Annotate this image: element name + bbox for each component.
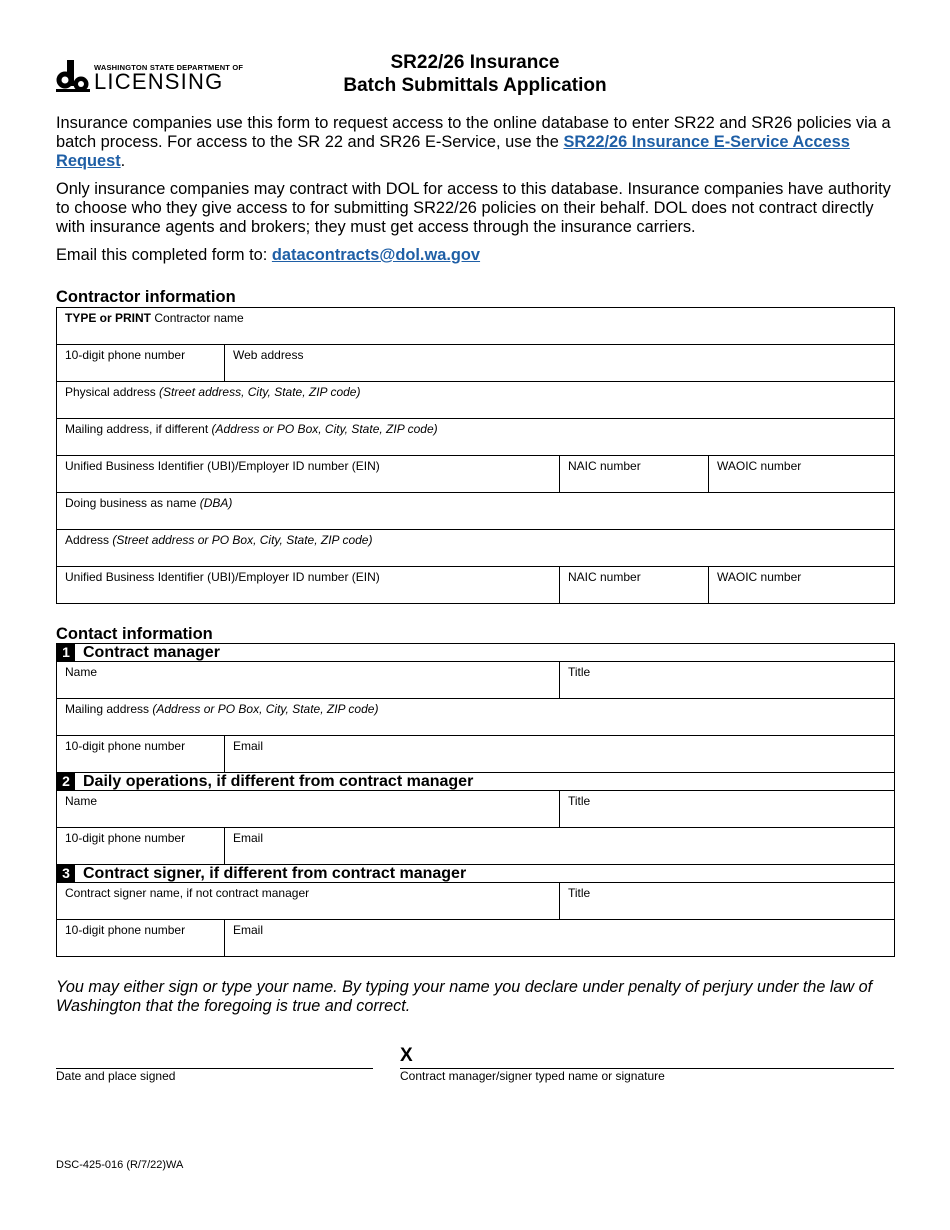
date-place-label: Date and place signed <box>56 1069 176 1083</box>
intro-paragraph-2: Only insurance companies may contract with DOL for access to this database. Insurance companies have authority to choose who they give access to for submitting SR22/26 policies on their behalf. DOL does not contract directly with insurance agents and brokers; they must get access through the insurance carriers. <box>56 180 891 236</box>
logo-agency-line: WASHINGTON STATE DEPARTMENT OF <box>94 63 244 72</box>
operations-title-field[interactable]: Title <box>560 791 895 828</box>
form-title-line-2: Batch Submittals Application <box>343 75 607 96</box>
dba-name-field[interactable]: Doing business as name (DBA) <box>57 493 895 530</box>
naic-number-field[interactable]: NAIC number <box>560 456 709 493</box>
form-number: DSC-425-016 (R/7/22)WA <box>56 1159 184 1171</box>
perjury-attestation: You may either sign or type your name. By typing your name you declare under penalty of perjury under the law of Washington that the foregoing is true and correct. <box>56 978 873 1015</box>
contractor-phone-field[interactable]: 10-digit phone number <box>57 345 225 382</box>
contractor-section-title: Contractor information <box>56 288 236 306</box>
dba-waoic-number-field[interactable]: WAOIC number <box>709 567 895 604</box>
intro-text <box>56 114 896 274</box>
signer-signature-label: Contract manager/signer typed name or signature <box>400 1069 665 1083</box>
contact-email-link[interactable]: datacontracts@dol.wa.gov <box>271 246 481 264</box>
waoic-number-field[interactable]: WAOIC number <box>709 456 895 493</box>
manager-name-field[interactable]: Name <box>57 662 560 699</box>
operations-email-field[interactable]: Email <box>225 828 895 865</box>
manager-phone-field[interactable]: 10-digit phone number <box>57 736 225 773</box>
signer-title-field[interactable]: Title <box>560 883 895 920</box>
signer-name-field[interactable]: Contract signer name, if not contract manager <box>57 883 560 920</box>
email-instruction: Email this completed form to: datacontracts@dol.wa.gov <box>56 246 481 264</box>
form-header <box>56 52 894 100</box>
form-title-line-1: SR22/26 Insurance <box>390 52 560 73</box>
intro-paragraph-1: Insurance companies use this form to request access to the online database to enter SR22 and SR26 policies via a batch process. For access to the SR 22 and SR26 E-Service, use the SR22/26 Insurance E-Service Access Request. <box>56 114 891 170</box>
contact-section-title: Contact information <box>56 625 213 643</box>
operations-name-field[interactable]: Name <box>57 791 560 828</box>
signature-x-mark: X <box>400 1045 413 1066</box>
manager-mailing-address-field[interactable]: Mailing address (Address or PO Box, City, State, ZIP code) <box>57 699 895 736</box>
eservice-access-request-link[interactable]: SR22/26 Insurance E-Service Access Request <box>56 133 850 170</box>
contractor-name-field[interactable]: TYPE or PRINT Contractor name <box>57 308 895 345</box>
daily-operations-heading: 2 Daily operations, if different from contract manager <box>57 773 895 791</box>
mailing-address-field[interactable]: Mailing address, if different (Address or PO Box, City, State, ZIP code) <box>57 419 895 456</box>
manager-email-field[interactable]: Email <box>225 736 895 773</box>
physical-address-field[interactable]: Physical address (Street address, City, State, ZIP code) <box>57 382 895 419</box>
signer-phone-field[interactable]: 10-digit phone number <box>57 920 225 957</box>
dba-ubi-ein-field[interactable]: Unified Business Identifier (UBI)/Employer ID number (EIN) <box>57 567 560 604</box>
contact-info-table <box>56 643 895 957</box>
dba-address-field[interactable]: Address (Street address or PO Box, City, State, ZIP code) <box>57 530 895 567</box>
contract-manager-heading: 1 Contract manager <box>57 644 895 662</box>
contractor-info-table <box>56 307 895 604</box>
manager-title-field[interactable]: Title <box>560 662 895 699</box>
operations-phone-field[interactable]: 10-digit phone number <box>57 828 225 865</box>
contract-signer-heading: 3 Contract signer, if different from contract manager <box>57 865 895 883</box>
ubi-ein-field[interactable]: Unified Business Identifier (UBI)/Employer ID number (EIN) <box>57 456 560 493</box>
web-address-field[interactable]: Web address <box>225 345 895 382</box>
dba-naic-number-field[interactable]: NAIC number <box>560 567 709 604</box>
logo-name: LICENSING <box>94 69 224 94</box>
signer-email-field[interactable]: Email <box>225 920 895 957</box>
